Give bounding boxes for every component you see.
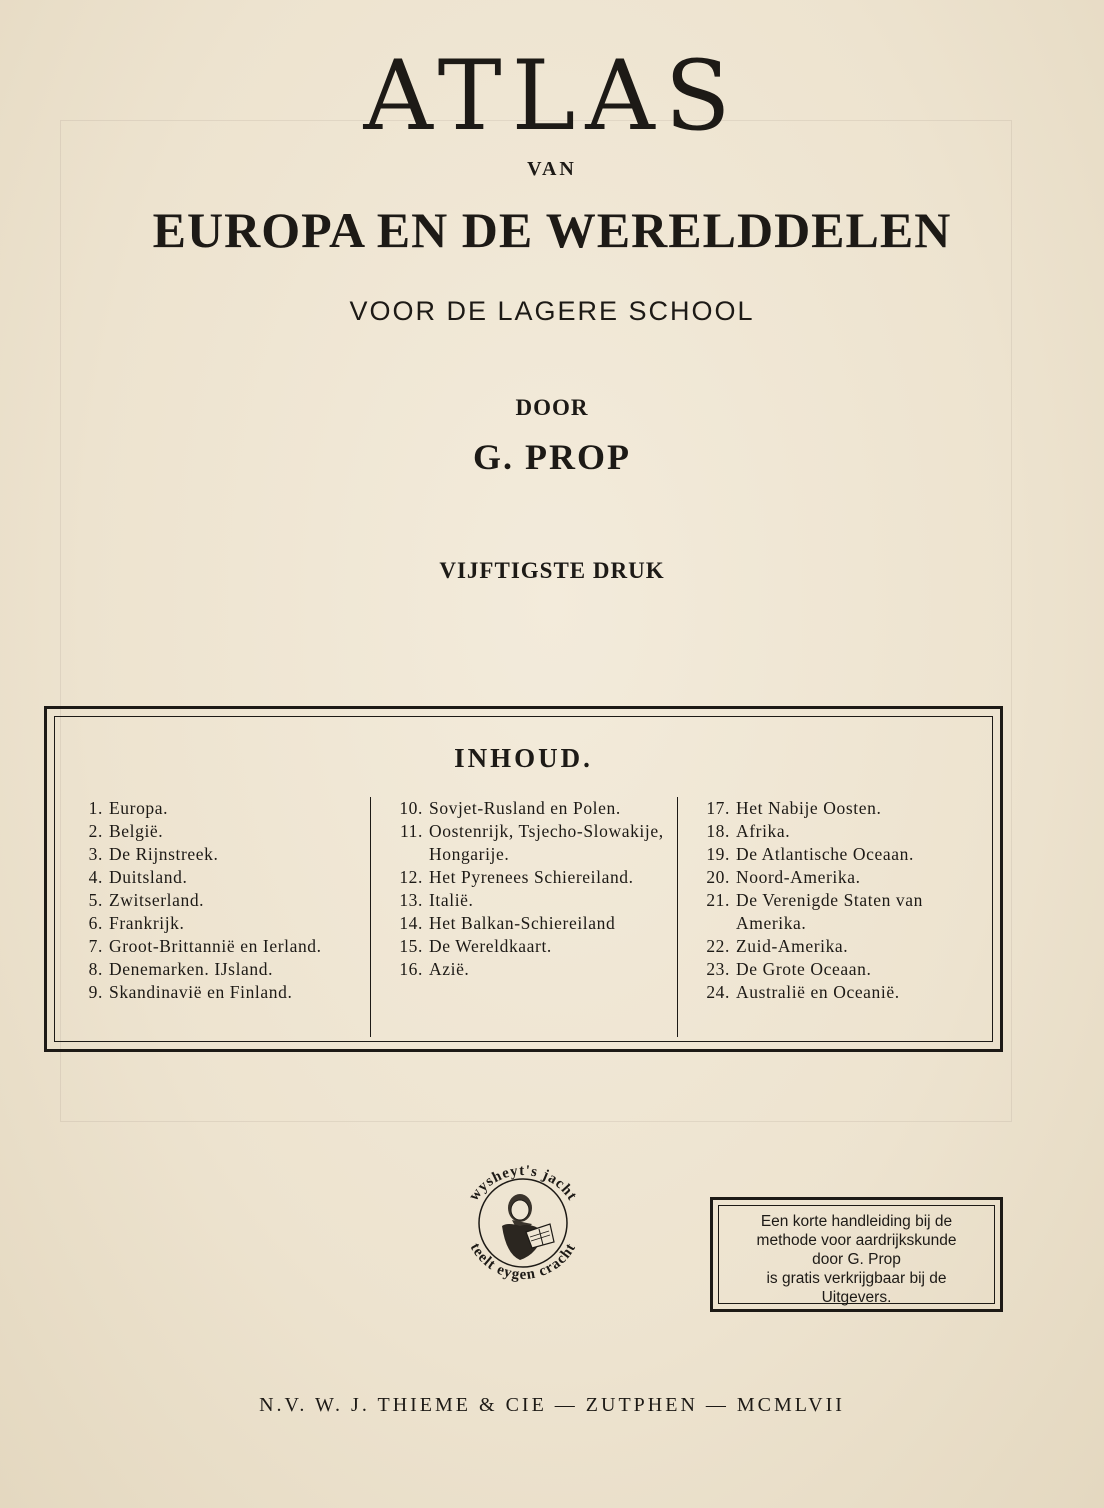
toc-item: 14. Het Balkan-Schiereiland: [399, 913, 616, 933]
toc-item: 17. Het Nabije Oosten.: [706, 798, 882, 818]
seal-top-text: wysheyt's jacht: [466, 1162, 581, 1204]
toc-item: 18. Afrika.: [706, 821, 791, 841]
publisher-seal: [450, 1150, 596, 1296]
toc-item: 7. Groot-Brittannië en Ierland.: [88, 936, 322, 956]
toc-column-2: [385, 797, 678, 1037]
byline-door: DOOR: [515, 395, 589, 420]
note-line: is gratis verkrijgbaar bij de: [766, 1270, 947, 1287]
toc-item: 5. Zwitserland.: [88, 890, 205, 910]
scholar-reading-icon: [502, 1194, 554, 1260]
seal-bottom-text: teelt eygen cracht: [466, 1240, 580, 1284]
toc-item: 8. Denemarken. IJsland.: [88, 959, 274, 979]
toc-item: 12. Het Pyrenees Schiereiland.: [399, 867, 634, 887]
note-line: methode voor aardrijkskunde: [756, 1232, 957, 1249]
toc-item: 10. Sovjet-Rusland en Polen.: [399, 798, 621, 818]
atlas-audience: VOOR DE LAGERE SCHOOL: [349, 296, 755, 326]
toc-item: 24. Australië en Oceanië.: [706, 982, 900, 1002]
toc-heading: INHOUD.: [454, 743, 593, 773]
note-line: Een korte handleiding bij de: [760, 1213, 953, 1230]
toc-item: 16. Azië.: [399, 959, 470, 979]
toc-item: 20. Noord-Amerika.: [706, 867, 861, 887]
toc-column-1: [65, 797, 371, 1037]
toc-item: 22. Zuid-Amerika.: [706, 936, 849, 956]
toc-item: 13. Italië.: [399, 890, 474, 910]
toc-item: 6. Frankrijk.: [88, 913, 185, 933]
toc-item: 11. Oostenrijk, Tsjecho-Slowakije, Hongarije.: [399, 821, 664, 864]
title-van: VAN: [527, 158, 577, 180]
handbook-note: [710, 1197, 1003, 1312]
toc-item: 21. De Verenigde Staten van Amerika.: [706, 890, 923, 933]
toc-item: 19. De Atlantische Oceaan.: [706, 844, 914, 864]
toc-item: 4. Duitsland.: [88, 867, 188, 887]
toc-item: 15. De Wereldkaart.: [399, 936, 552, 956]
edition-label: VIJFTIGSTE DRUK: [439, 558, 665, 583]
atlas-subject: EUROPA EN DE WERELDDELEN: [152, 202, 952, 258]
toc-column-3: [692, 797, 982, 1004]
toc-item: 2. België.: [88, 821, 164, 841]
toc-item: 3. De Rijnstreek.: [88, 844, 219, 864]
publisher-imprint: N.V. W. J. THIEME & CIE — ZUTPHEN — MCMLVII: [259, 1394, 845, 1416]
author-name: G. PROP: [473, 437, 631, 477]
toc-inner-frame: [54, 716, 993, 1042]
table-of-contents: [44, 706, 1003, 1052]
atlas-title: ATLAS: [363, 40, 741, 152]
toc-item: 9. Skandinavië en Finland.: [88, 982, 293, 1002]
toc-item: 23. De Grote Oceaan.: [706, 959, 872, 979]
toc-item: 1. Europa.: [88, 798, 169, 818]
note-line: door G. Prop: [812, 1251, 901, 1268]
handbook-note-inner: [718, 1205, 995, 1304]
note-line: Uitgevers.: [821, 1289, 892, 1306]
